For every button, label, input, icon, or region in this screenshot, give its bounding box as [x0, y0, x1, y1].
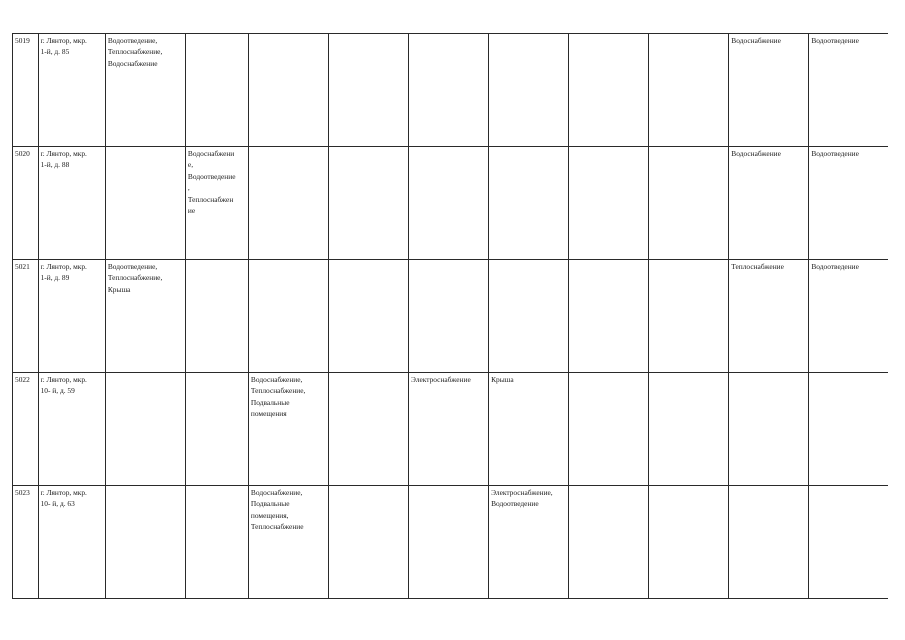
- work-type-cell: [649, 486, 729, 599]
- work-type-cell: [729, 486, 809, 599]
- row-id-cell: 5021: [13, 260, 39, 373]
- work-type-cell: [489, 34, 569, 147]
- work-type-cell: [409, 34, 489, 147]
- address-cell: г. Лянтор, мкр. 1-й, д. 85: [38, 34, 105, 147]
- address-cell: г. Лянтор, мкр. 10- й, д. 63: [38, 486, 105, 599]
- work-type-cell: Электроснабжение, Водоотведение: [489, 486, 569, 599]
- work-type-cell: [328, 373, 408, 486]
- work-type-cell: [409, 147, 489, 260]
- work-type-cell: Водоотведение: [809, 147, 888, 260]
- table-body: [13, 34, 889, 599]
- work-type-cell: Электроснабжение: [409, 373, 489, 486]
- work-type-cell: [248, 260, 328, 373]
- work-type-cell: [328, 260, 408, 373]
- work-type-cell: [185, 486, 248, 599]
- work-type-cell: [569, 147, 649, 260]
- work-type-cell: [248, 147, 328, 260]
- work-type-cell: [248, 34, 328, 147]
- work-type-cell: [809, 373, 888, 486]
- row-id-cell: 5020: [13, 147, 39, 260]
- work-type-cell: [185, 260, 248, 373]
- work-type-cell: [409, 486, 489, 599]
- row-id-cell: 5019: [13, 34, 39, 147]
- work-type-cell: Водоснабжение: [729, 34, 809, 147]
- work-type-cell: [809, 486, 888, 599]
- work-type-cell: Водоотведение: [809, 260, 888, 373]
- work-type-cell: [489, 147, 569, 260]
- row-id-cell: 5022: [13, 373, 39, 486]
- work-type-cell: Водоотведение, Теплоснабжение, Крыша: [105, 260, 185, 373]
- work-type-cell: [105, 373, 185, 486]
- work-type-cell: Водоотведение, Теплоснабжение, Водоснабжение: [105, 34, 185, 147]
- work-type-cell: [185, 373, 248, 486]
- work-type-cell: Водоснабжение: [729, 147, 809, 260]
- work-type-cell: [649, 373, 729, 486]
- table-row: [13, 260, 889, 373]
- work-type-cell: Водоснабжение, Подвальные помещения, Теплоснабжение: [248, 486, 328, 599]
- work-type-cell: Крыша: [489, 373, 569, 486]
- table-row: [13, 34, 889, 147]
- work-type-cell: [328, 34, 408, 147]
- table-row: [13, 486, 889, 599]
- work-type-cell: [105, 486, 185, 599]
- table-row: [13, 147, 889, 260]
- work-type-cell: Водоотведение: [809, 34, 888, 147]
- work-type-cell: [185, 34, 248, 147]
- work-type-cell: [328, 147, 408, 260]
- work-type-cell: [569, 486, 649, 599]
- address-cell: г. Лянтор, мкр. 1-й, д. 89: [38, 260, 105, 373]
- work-type-cell: [649, 34, 729, 147]
- table-row: [13, 373, 889, 486]
- work-type-cell: Водоснабжение, Теплоснабжение, Подвальные помещения: [248, 373, 328, 486]
- work-type-cell: [569, 260, 649, 373]
- address-cell: г. Лянтор, мкр. 1-й, д. 88: [38, 147, 105, 260]
- works-schedule-table: [12, 33, 888, 599]
- work-type-cell: [328, 486, 408, 599]
- work-type-cell: [105, 147, 185, 260]
- work-type-cell: [729, 373, 809, 486]
- work-type-cell: [409, 260, 489, 373]
- row-id-cell: 5023: [13, 486, 39, 599]
- address-cell: г. Лянтор, мкр. 10- й, д. 59: [38, 373, 105, 486]
- work-type-cell: Теплоснабжение: [729, 260, 809, 373]
- work-type-cell: [649, 147, 729, 260]
- work-type-cell: [569, 34, 649, 147]
- work-type-cell: Водоснабжени е, Водоотведение , Теплоснабжен ие: [185, 147, 248, 260]
- work-type-cell: [489, 260, 569, 373]
- work-type-cell: [649, 260, 729, 373]
- work-type-cell: [569, 373, 649, 486]
